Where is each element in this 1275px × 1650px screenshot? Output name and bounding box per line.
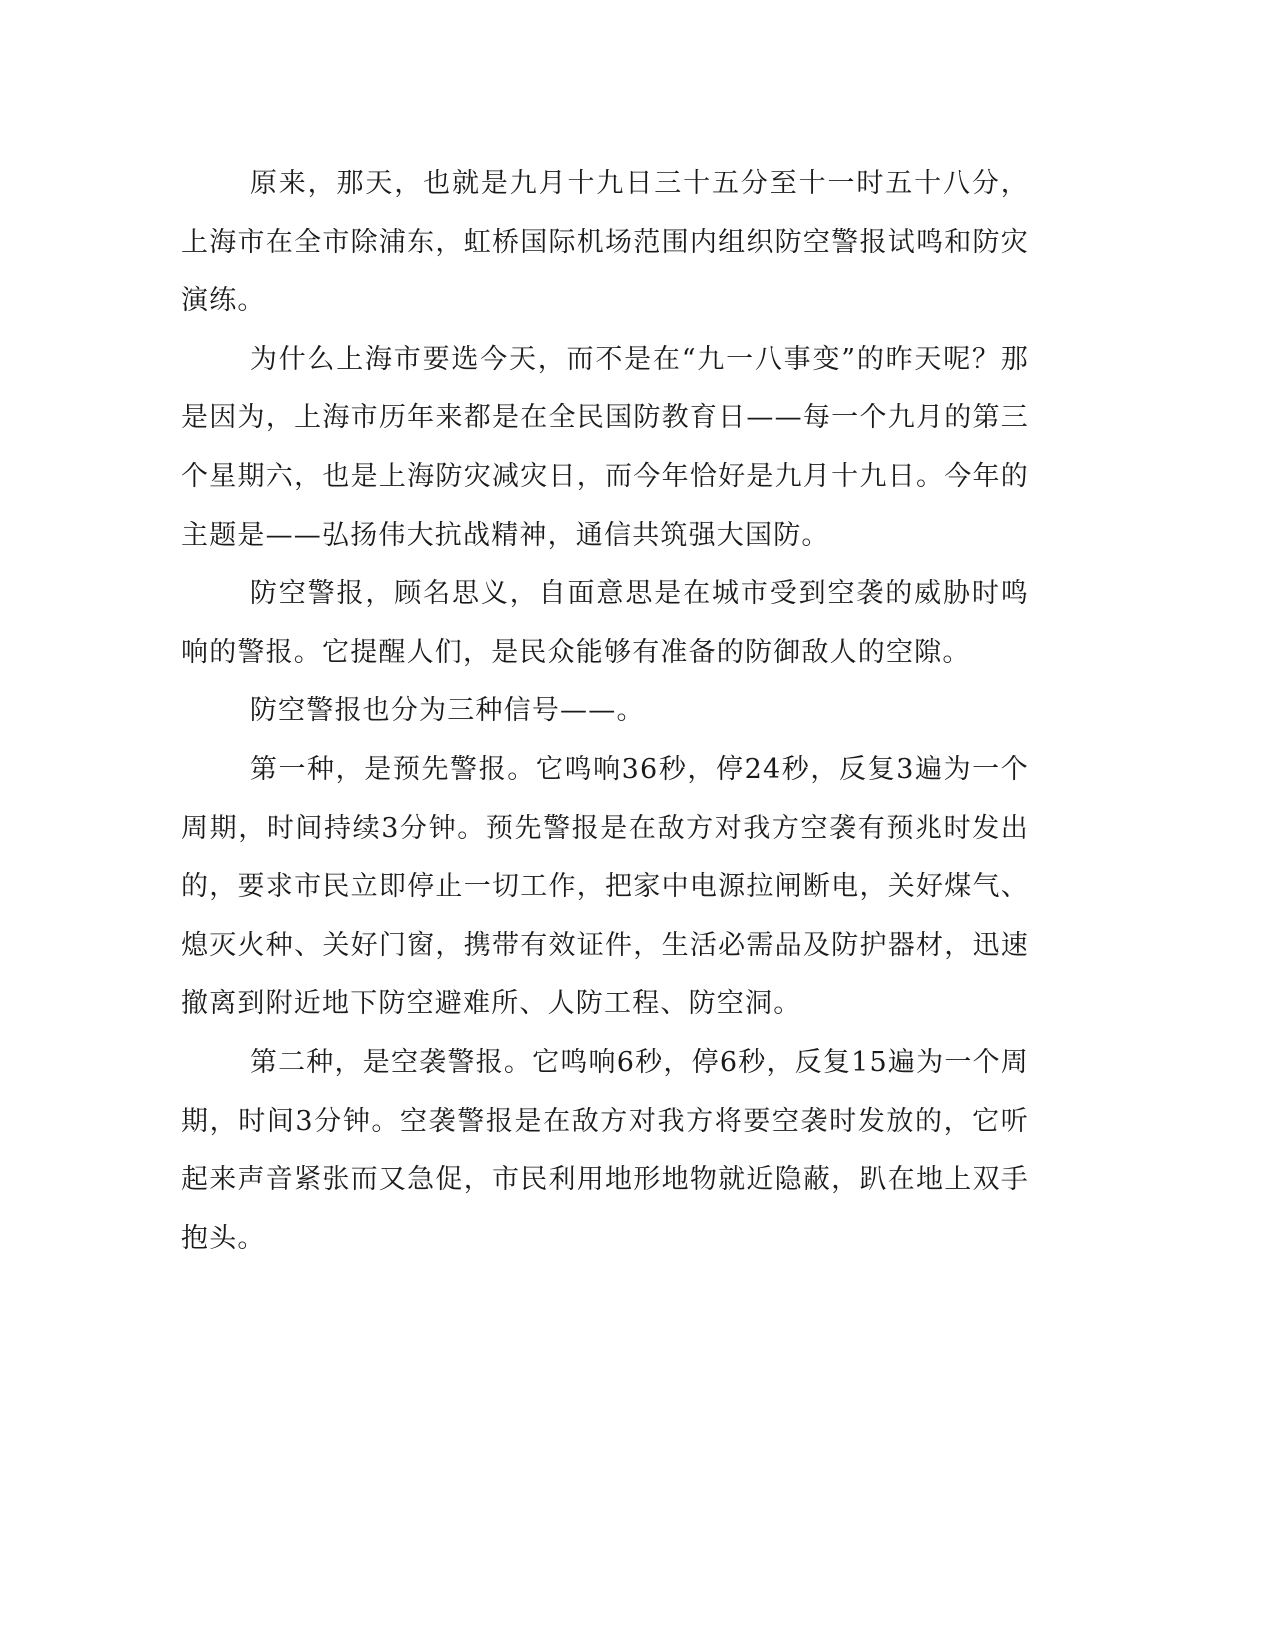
paragraph-three-signals: 防空警报也分为三种信号——。 <box>249 695 645 727</box>
paragraph-alarm-meaning: 防空警报，顾名思义，自面意思是在城市受到空袭的威胁时鸣响的警报。它提醒人们，是民众能够有准备的防御敌人的空隙。 <box>181 578 1029 668</box>
document-body <box>181 155 1029 1268</box>
paragraph-advance-warning: 第一种，是预先警报。它鸣响36秒，停24秒，反复3遍为一个周期，时间持续3分钟。预先警报是在敌方对我方空袭有预兆时发出的，要求市民立即停止一切工作，把家中电源拉闸断电，关好煤气、熄灭火种、关好门窗，携带有效证件，生活必需品及防护器材，迅速撤离到附近地下防空避难所、人防工程、防空洞。 <box>181 753 1029 1020</box>
paragraph-why-today: 为什么上海市要选今天，而不是在“九一八事变”的昨天呢？那是因为，上海市历年来都是在全民国防教育日——每一个九月的第三个星期六，也是上海防灾减灾日，而今年恰好是九月十九日。今年的主题是——弘扬伟大抗战精神，通信共筑强大国防。 <box>181 343 1029 551</box>
paragraph-air-raid-warning: 第二种，是空袭警报。它鸣响6秒，停6秒，反复15遍为一个周期，时间3分钟。空袭警报是在敌方对我方将要空袭时发放的，它听起来声音紧张而又急促，市民利用地形地物就近隐蔽，趴在地上双手抱头。 <box>181 1046 1029 1254</box>
paragraph-alarm-drill-date: 原来，那天，也就是九月十九日三十五分至十一时五十八分，上海市在全市除浦东，虹桥国际机场范围内组织防空警报试鸣和防灾演练。 <box>181 168 1029 317</box>
